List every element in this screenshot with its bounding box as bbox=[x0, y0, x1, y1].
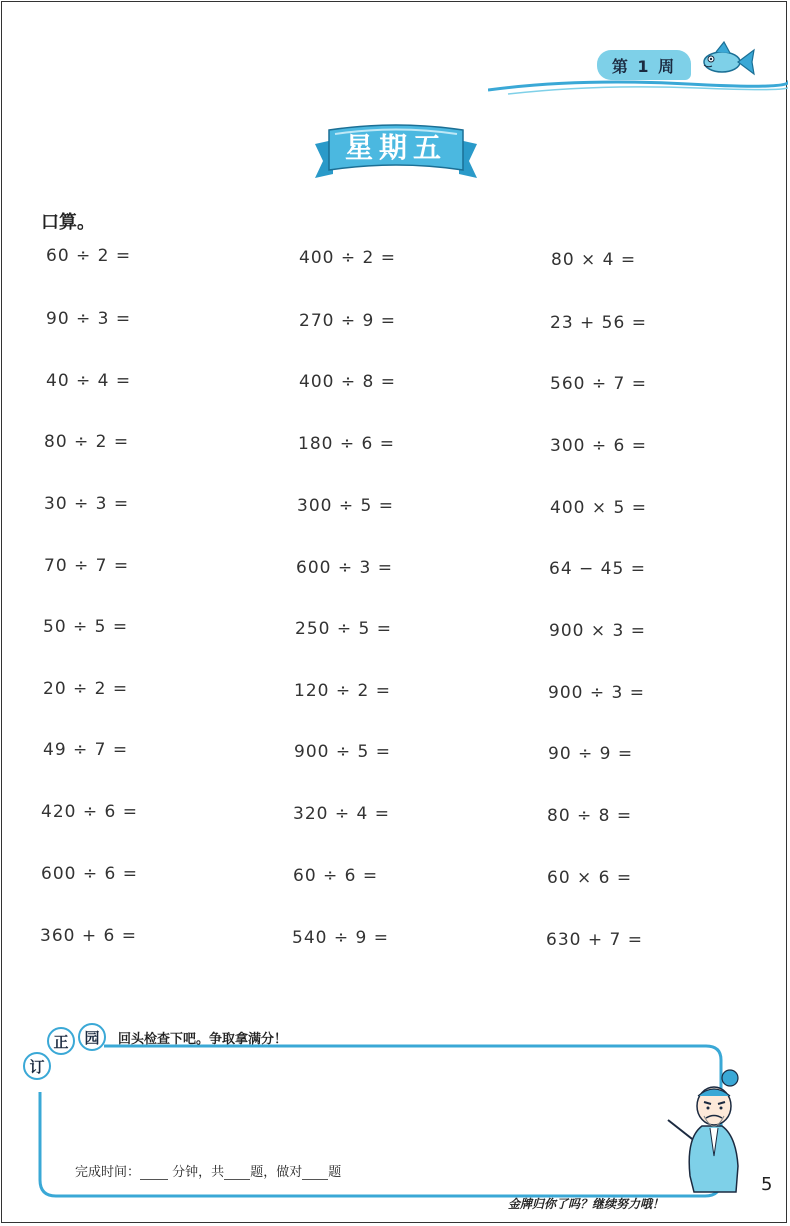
correct-blank[interactable] bbox=[302, 1165, 328, 1180]
problem: 60 × 6 = bbox=[547, 868, 633, 888]
problem: 400 ÷ 2 = bbox=[299, 248, 396, 268]
correction-hint: 回头检查下吧。争取拿满分！ bbox=[118, 1032, 288, 1047]
problem: 560 ÷ 7 = bbox=[550, 374, 647, 394]
problem: 420 ÷ 6 = bbox=[41, 802, 138, 822]
fish-icon bbox=[698, 40, 758, 80]
problem: 20 ÷ 2 = bbox=[43, 679, 129, 699]
problem: 30 ÷ 3 = bbox=[44, 494, 130, 514]
footer-motto: 金牌归你了吗？继续努力哦！ bbox=[508, 1197, 665, 1211]
correct-label: 做对 bbox=[276, 1165, 303, 1180]
problem: 300 ÷ 5 = bbox=[297, 496, 394, 516]
problem: 400 ÷ 8 = bbox=[299, 372, 396, 392]
problem: 60 ÷ 6 = bbox=[293, 866, 379, 886]
finish-time-row bbox=[75, 1161, 341, 1180]
problem: 900 ÷ 5 = bbox=[294, 742, 391, 762]
teacher-illustration bbox=[664, 1066, 744, 1196]
problem: 23 + 56 = bbox=[550, 313, 647, 333]
problem: 270 ÷ 9 = bbox=[299, 311, 396, 331]
correction-badge-yuan: 园 bbox=[78, 1023, 106, 1051]
questions-label: 题， bbox=[250, 1165, 277, 1180]
problem: 300 ÷ 6 = bbox=[550, 436, 647, 456]
correction-badge-zheng: 正 bbox=[47, 1027, 75, 1055]
problem: 40 ÷ 4 = bbox=[46, 371, 132, 391]
problem: 80 ÷ 8 = bbox=[547, 806, 633, 826]
problem: 60 ÷ 2 = bbox=[46, 246, 132, 266]
problem: 250 ÷ 5 = bbox=[295, 619, 392, 639]
section-title: 口算。 bbox=[41, 212, 95, 233]
problem: 900 ÷ 3 = bbox=[548, 683, 645, 703]
problem: 90 ÷ 3 = bbox=[46, 309, 132, 329]
finish-time-label: 完成时间： bbox=[75, 1165, 141, 1180]
problem: 80 ÷ 2 = bbox=[44, 432, 130, 452]
correction-badge-ding: 订 bbox=[23, 1052, 51, 1080]
problem: 80 × 4 = bbox=[551, 250, 637, 270]
problem: 320 ÷ 4 = bbox=[293, 804, 390, 824]
problem: 49 ÷ 7 = bbox=[43, 740, 129, 760]
problem: 900 × 3 = bbox=[549, 621, 646, 641]
problem: 120 ÷ 2 = bbox=[294, 681, 391, 701]
week-label: 第 1 周 bbox=[597, 50, 691, 80]
problem: 180 ÷ 6 = bbox=[298, 434, 395, 454]
page-number: 5 bbox=[761, 1174, 773, 1195]
questions-label-2: 题 bbox=[328, 1165, 342, 1180]
problem: 540 ÷ 9 = bbox=[292, 928, 389, 948]
minutes-blank[interactable] bbox=[140, 1165, 168, 1180]
problem: 70 ÷ 7 = bbox=[44, 556, 130, 576]
total-blank[interactable] bbox=[224, 1165, 250, 1180]
problem: 90 ÷ 9 = bbox=[548, 744, 634, 764]
problem: 600 ÷ 3 = bbox=[296, 558, 393, 578]
minutes-label: 分钟， bbox=[172, 1165, 212, 1180]
problem: 360 + 6 = bbox=[40, 926, 137, 946]
total-label: 共 bbox=[211, 1165, 225, 1180]
problem: 50 ÷ 5 = bbox=[43, 617, 129, 637]
problem: 600 ÷ 6 = bbox=[41, 864, 138, 884]
problem: 400 × 5 = bbox=[550, 498, 647, 518]
problem: 64 − 45 = bbox=[549, 559, 646, 579]
day-title: 星期五 bbox=[344, 131, 447, 164]
problem: 630 + 7 = bbox=[546, 930, 643, 950]
